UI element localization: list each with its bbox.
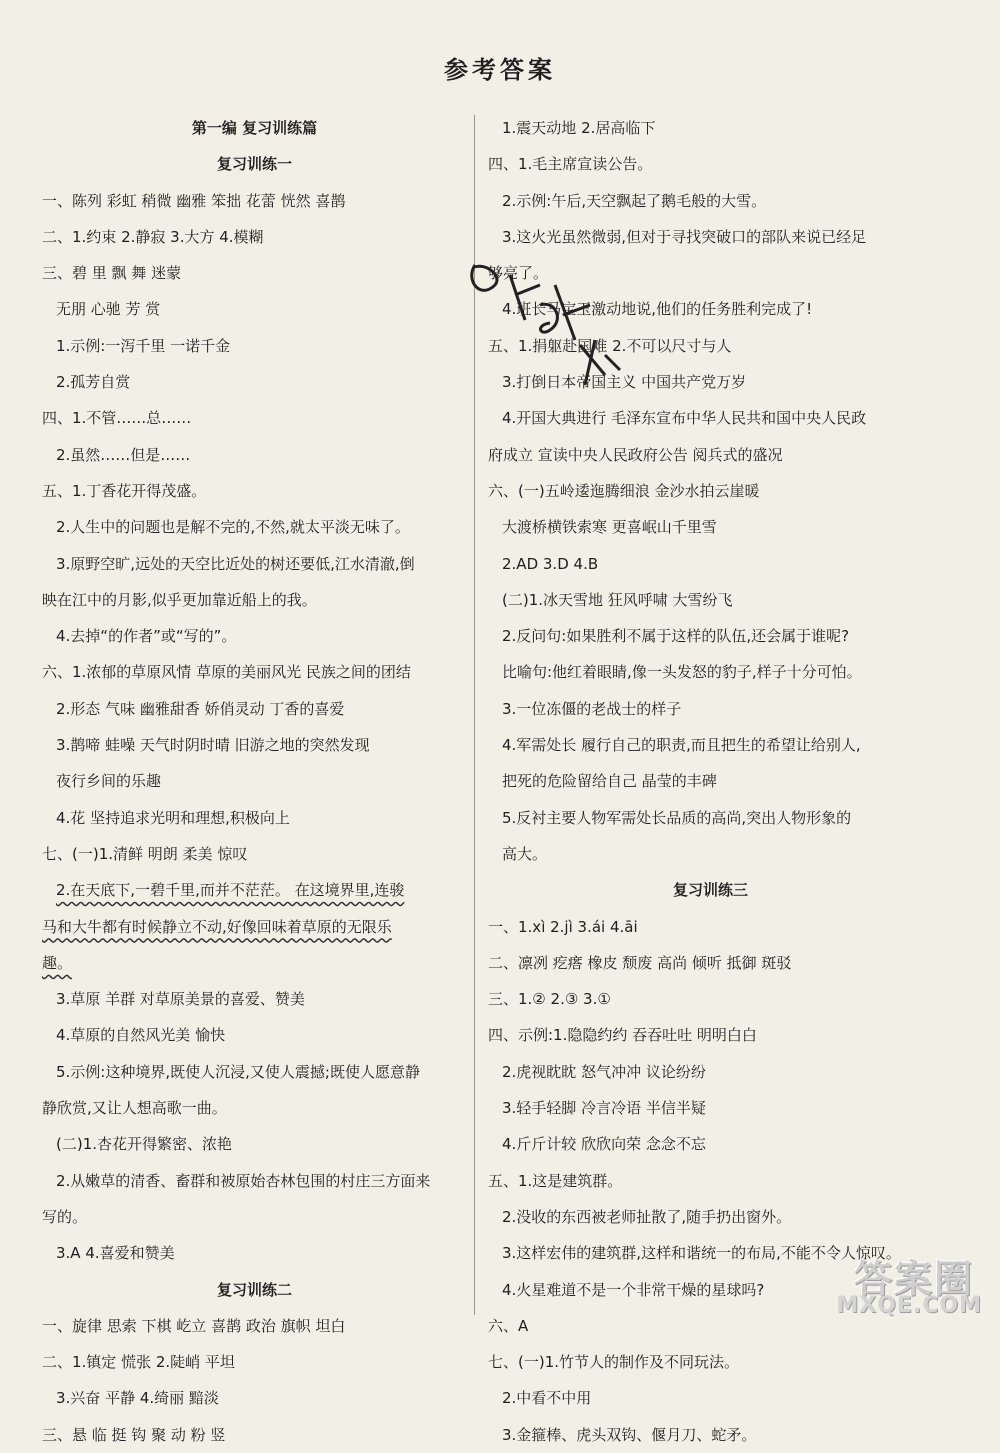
answer-line: 3.这火光虽然微弱,但对于寻找突破口的部队来说已经足: [502, 227, 867, 246]
answer-line: 三、悬 临 挺 钩 聚 动 粉 竖: [42, 1425, 226, 1444]
answer-line: 2.虽然……但是……: [56, 445, 191, 464]
answer-line: 2.从嫩草的清香、畜群和被原始杏林包围的村庄三方面来: [56, 1171, 431, 1190]
answer-line: 2.AD 3.D 4.B: [502, 554, 599, 573]
answer-line: 二、1.镇定 慌张 2.陡峭 平坦: [42, 1353, 235, 1372]
answer-line: 3.一位冻僵的老战士的样子: [502, 699, 682, 718]
answer-line: 4.草原的自然风光美 愉快: [56, 1026, 226, 1045]
answer-line: 四、1.毛主席宣读公告。: [488, 155, 653, 174]
answer-line: 写的。: [42, 1207, 88, 1226]
answer-line: 2.反问句:如果胜利不属于这样的队伍,还会属于谁呢?: [502, 627, 850, 646]
page-title: 参考答案: [444, 55, 556, 84]
section-heading: 复习训练三: [672, 881, 748, 900]
answer-line: 大渡桥横铁索寒 更喜岷山千里雪: [502, 518, 717, 537]
answer-line: 五、1.这是建筑群。: [488, 1171, 623, 1190]
answer-line: 4.花 坚持追求光明和理想,积极向上: [56, 808, 290, 827]
answer-line: 1.震天动地 2.居高临下: [502, 119, 656, 137]
answer-line: 二、1.约束 2.静寂 3.大方 4.模糊: [42, 227, 264, 246]
answer-line: 4.开国大典进行 毛泽东宣布中华人民共和国中央人民政: [502, 409, 867, 428]
answer-line: (二)1.杏花开得繁密、浓艳: [56, 1135, 233, 1154]
section-heading: 第一编 复习训练篇: [191, 119, 318, 137]
answer-line: 4.去掉“的作者”或“写的”。: [56, 627, 237, 646]
answer-line: 四、1.不管……总……: [42, 409, 192, 428]
answer-line: 1.示例:一泻千里 一诺千金: [56, 336, 231, 355]
answer-line: 二、凛冽 疙瘩 橡皮 颓废 高尚 倾听 抵御 斑驳: [488, 953, 792, 972]
answer-line: 五、1.丁香花开得茂盛。: [42, 481, 207, 500]
answer-line: 三、碧 里 飘 舞 迷蒙: [42, 264, 182, 283]
answer-line: 马和大牛都有时候静立不动,好像回味着草原的无限乐: [42, 917, 392, 936]
answer-line: 2.形态 气味 幽雅甜香 娇俏灵动 丁香的喜爱: [56, 699, 345, 718]
section-heading: 复习训练二: [216, 1280, 292, 1299]
answer-line: 3.轻手轻脚 冷言冷语 半信半疑: [502, 1099, 706, 1118]
watermark: [822, 1248, 982, 1318]
answer-line: 3.A 4.喜爱和赞美: [56, 1244, 175, 1263]
answer-line: 3.原野空旷,远处的天空比近处的树还要低,江水清澈,倒: [56, 554, 415, 573]
answer-line: 3.兴奋 平静 4.绮丽 黯淡: [56, 1389, 219, 1408]
answer-line: 高大。: [502, 844, 548, 863]
answer-line: 趣。: [42, 953, 73, 972]
answer-line: 三、1.② 2.③ 3.①: [488, 990, 611, 1009]
answer-line: 4.军需处长 履行自己的职责,而且把生的希望让给别人,: [502, 736, 861, 755]
answer-line: 七、(一)1.清鲜 明朗 柔美 惊叹: [42, 844, 248, 863]
answer-line: 2.没收的东西被老师扯散了,随手扔出窗外。: [502, 1207, 792, 1226]
answer-line: 把死的危险留给自己 晶莹的丰碑: [502, 772, 717, 791]
answer-line: 2.中看不中用: [502, 1389, 592, 1408]
answer-line: 比喻句:他红着眼睛,像一头发怒的豹子,样子十分可怕。: [502, 663, 862, 682]
answer-line: (二)1.冰天雪地 狂风呼啸 大雪纷飞: [502, 590, 733, 609]
answer-line: 5.示例:这种境界,既使人沉浸,又使人震撼;既使人愿意静: [56, 1062, 420, 1081]
answer-line: 五、1.捐躯赴国难 2.不可以尺寸与人: [488, 336, 732, 355]
watermark-logo: 答案圈: [853, 1257, 974, 1301]
answer-line: 3.打倒日本帝国主义 中国共产党万岁: [502, 373, 747, 392]
answer-line: 六、1.浓郁的草原风情 草原的美丽风光 民族之间的团结: [42, 663, 411, 682]
watermark-url: MXQE.COM: [836, 1293, 982, 1318]
answer-line: 夜行乡间的乐趣: [56, 772, 162, 791]
answer-line: 府成立 宣读中央人民政府公告 阅兵式的盛况: [488, 445, 783, 464]
answer-line: 四、示例:1.隐隐约约 吞吞吐吐 明明白白: [488, 1026, 757, 1045]
answer-line: 七、(一)1.竹节人的制作及不同玩法。: [488, 1353, 740, 1372]
answer-line: 3.草原 羊群 对草原美景的喜爱、赞美: [56, 990, 305, 1009]
answer-line: 2.示例:午后,天空飘起了鹅毛般的大雪。: [502, 191, 767, 210]
answer-line: 3.鹊啼 蛙噪 天气时阴时晴 旧游之地的突然发现: [56, 736, 370, 755]
answer-line: 映在江中的月影,似乎更加靠近船上的我。: [42, 590, 317, 609]
answer-line: 4.班长马宝玉激动地说,他们的任务胜利完成了!: [502, 300, 813, 319]
answer-line: 六、(一)五岭逶迤腾细浪 金沙水拍云崖暖: [488, 481, 760, 500]
answer-line: 2.虎视眈眈 怒气冲冲 议论纷纷: [502, 1062, 706, 1081]
answer-line: 3.金箍棒、虎头双钩、偃月刀、蛇矛。: [502, 1425, 757, 1444]
answer-line: 无朋 心驰 芳 赏: [56, 300, 161, 319]
answer-line: 4.斤斤计较 欣欣向荣 念念不忘: [502, 1135, 706, 1154]
answer-line: 一、陈列 彩虹 稍微 幽雅 笨拙 花蕾 恍然 喜鹊: [42, 191, 346, 210]
answer-line: 六、A: [488, 1316, 529, 1335]
section-heading: 复习训练一: [216, 155, 292, 174]
answer-line: 5.反衬主要人物军需处长品质的高尚,突出人物形象的: [502, 808, 852, 827]
answer-column-left: [42, 110, 467, 1453]
answer-line: 3.这样宏伟的建筑群,这样和谐统一的布局,不能不令人惊叹。: [502, 1244, 901, 1263]
answer-line: 2.孤芳自赏: [56, 373, 131, 392]
column-divider: [474, 115, 475, 1315]
answer-line: 2.在天底下,一碧千里,而并不茫茫。 在这境界里,连骏: [56, 881, 405, 900]
answer-line: 一、1.xì 2.jì 3.ái 4.āi: [488, 917, 638, 936]
answer-line: 够亮了。: [488, 264, 549, 283]
answer-line: 2.人生中的问题也是解不完的,不然,就太平淡无味了。: [56, 518, 410, 537]
answer-line: 4.火星难道不是一个非常干燥的星球吗?: [502, 1280, 765, 1299]
answer-line: 一、旋律 思索 下棋 屹立 喜鹊 政治 旗帜 坦白: [42, 1316, 346, 1335]
answer-line: 静欣赏,又让人想高歌一曲。: [42, 1099, 227, 1118]
